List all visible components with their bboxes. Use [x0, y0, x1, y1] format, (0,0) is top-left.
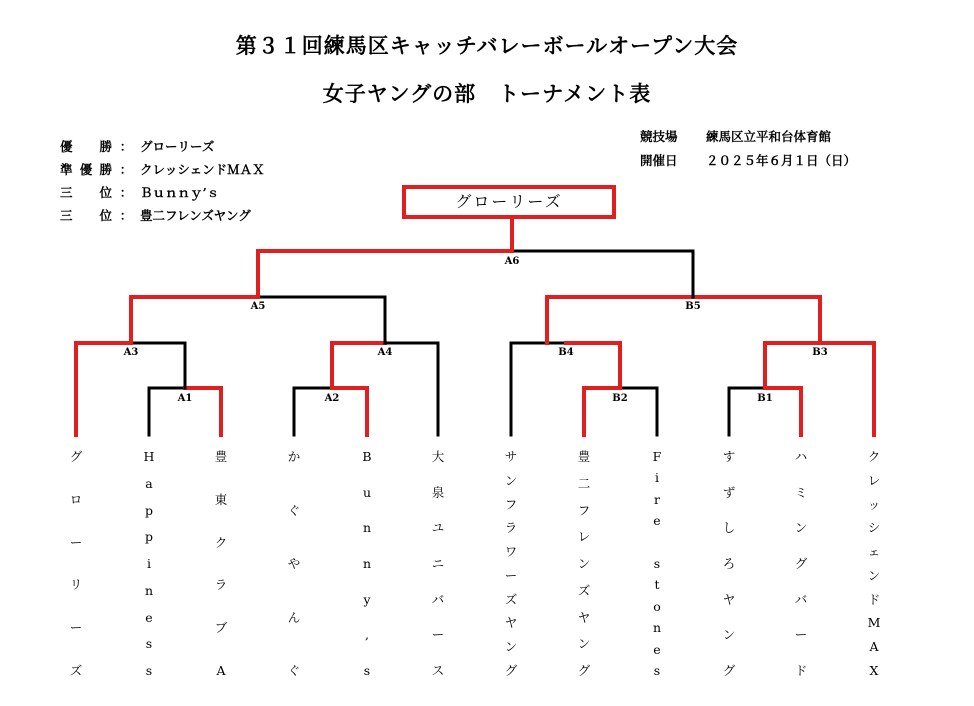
- team-name: 豊 二 フ レ ン ズ ヤ ン グ: [577, 449, 591, 678]
- match-label-a5: A5: [250, 301, 266, 312]
- match-label-b2: B2: [612, 393, 628, 404]
- match-label-a6: A6: [504, 256, 520, 267]
- venue-value: 練馬区立平和台体育館: [706, 129, 832, 144]
- match-label-a3: A3: [123, 347, 139, 358]
- team-name: F i r e s t o n e s: [652, 449, 662, 678]
- match-label-a2: A2: [324, 393, 340, 404]
- bracket-line: [512, 251, 693, 297]
- match-label-a1: A1: [177, 393, 193, 404]
- bracket-line: [258, 251, 512, 297]
- result-value: 豊二フレンズヤング: [140, 208, 251, 223]
- date-label: 開催日: [640, 153, 678, 168]
- bracket-line: [820, 343, 874, 435]
- team-name: す ず し ろ ヤ ン グ: [722, 449, 736, 678]
- team-name: 豊 東 ク ラ ブ A: [214, 449, 228, 678]
- result-sep: ：: [119, 208, 133, 223]
- result-label: 優勝: [60, 139, 112, 154]
- bracket-lines: [76, 217, 874, 435]
- team-name: グ ロ ー リ ー ズ: [69, 449, 83, 678]
- result-label: 三位: [60, 208, 112, 223]
- result-sep: ：: [119, 185, 133, 200]
- bracket-line: [547, 297, 693, 343]
- bracket-line: [566, 343, 620, 388]
- team-name: ク レ ッ シ ェ ン ド M A X: [867, 449, 881, 678]
- match-label-b3: B3: [812, 347, 828, 358]
- team-name: ハ ミ ン グ バ ー ド: [794, 449, 808, 678]
- team-name: 大 泉 ユ ニ バ ー ス: [431, 449, 445, 678]
- result-sep: ：: [119, 139, 133, 154]
- match-label-b4: B4: [558, 347, 574, 358]
- team-name: B u n n y , s: [362, 449, 372, 678]
- result-value: Ｂｕｎｎｙ’ｓ: [140, 185, 220, 200]
- result-label: 三位: [60, 185, 112, 200]
- bracket-line: [131, 297, 258, 343]
- date-value: ２０２５年６月１日（日）: [706, 153, 857, 168]
- champion-name: グローリーズ: [455, 192, 563, 211]
- page-title: 第３１回練馬区キャッチバレーボールオープン大会: [235, 33, 739, 58]
- bracket-line: [693, 297, 820, 343]
- match-label-b1: B1: [757, 393, 773, 404]
- bracket-line: [131, 343, 185, 388]
- venue-label: 競技場: [640, 129, 678, 144]
- team-name: サ ン フ ラ ワ ー ズ ヤ ン グ: [504, 449, 518, 678]
- bracket-line: [258, 297, 385, 343]
- result-label: 準優勝: [60, 162, 112, 177]
- result-sep: ：: [119, 162, 133, 177]
- result-value: グローリーズ: [140, 139, 215, 154]
- match-label-a4: A4: [377, 347, 393, 358]
- page-subtitle: 女子ヤングの部 トーナメント表: [322, 81, 652, 106]
- match-label-b5: B5: [685, 301, 701, 312]
- team-name: か ぐ や ん ぐ: [287, 449, 301, 678]
- bracket-line: [385, 343, 438, 435]
- result-value: クレッシェンドＭＡＸ: [140, 162, 265, 177]
- team-name: H a p p i n e s s: [143, 449, 155, 678]
